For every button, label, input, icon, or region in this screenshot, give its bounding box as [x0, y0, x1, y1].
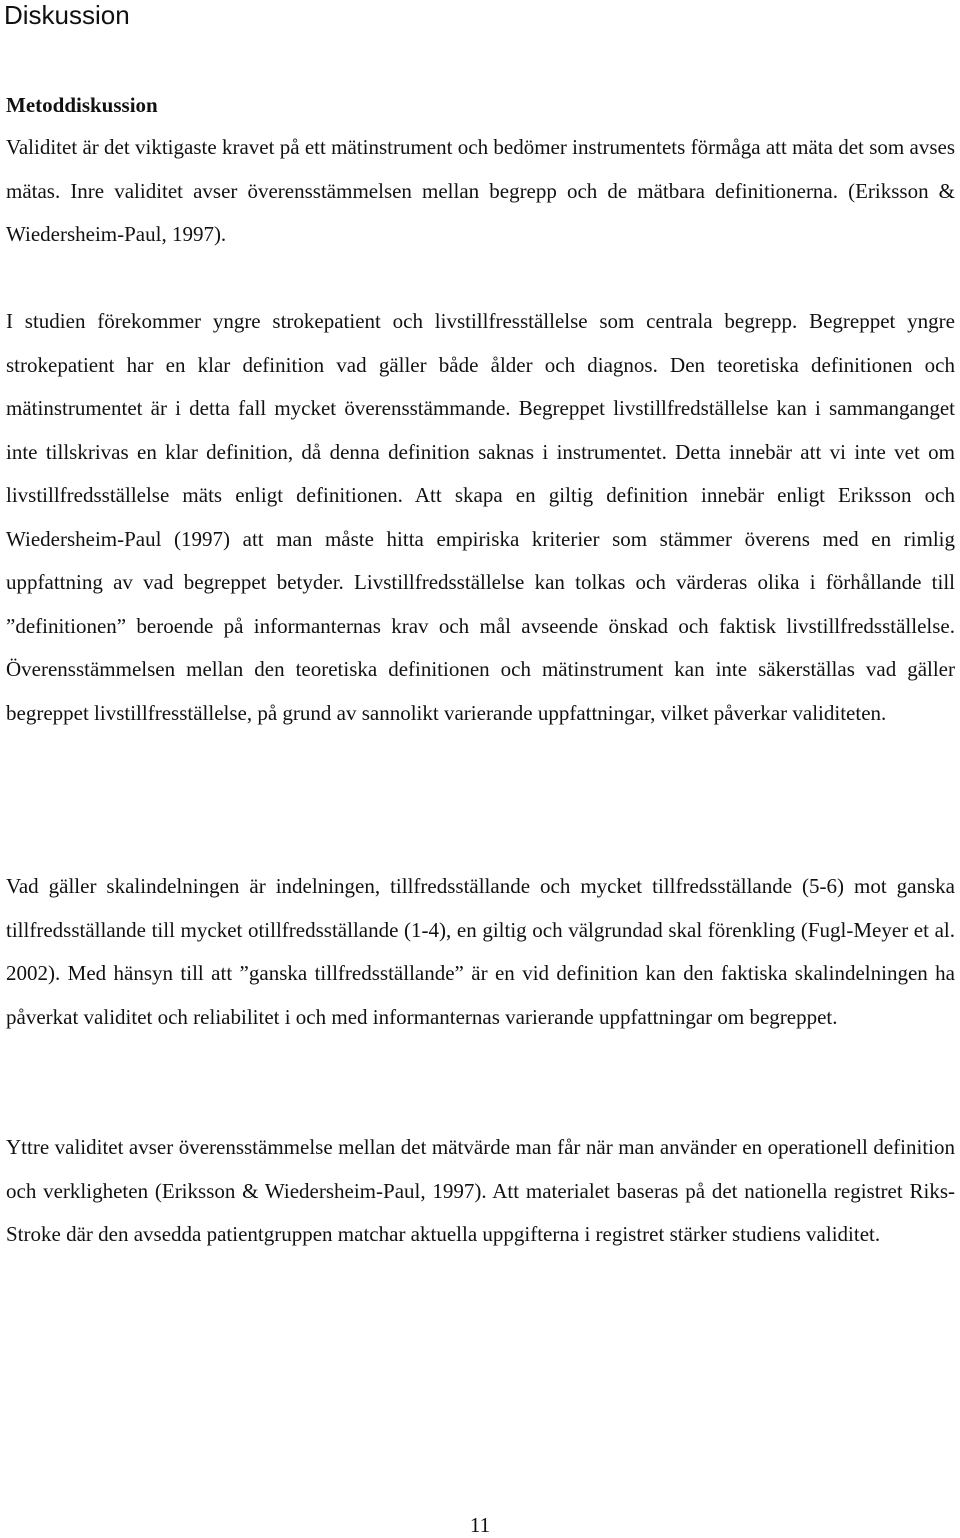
paragraph-3: Vad gäller skalindelningen är indelningen, tillfredsställande och mycket tillfredsställande (5-6) mot ganska tillfredsställande till mycket otillfredsställande (1-4), en giltig och välgrundad skal förenkling (Fugl-Meyer et al. 2002). Med hänsyn till att ”ganska tillfredsställande” är en vid definition kan den faktiska skalindelningen ha påverkat validitet och reliabilitet i och med informanternas varierande uppfattningar om begreppet. — [6, 874, 955, 1029]
page-number: 11 — [469, 1513, 491, 1537]
section-heading: Metoddiskussion — [6, 93, 158, 117]
paragraph-4: Yttre validitet avser överensstämmelse mellan det mätvärde man får när man använder en operationell definition och verkligheten (Eriksson & Wiedersheim-Paul, 1997). Att materialet baseras på det nationella registret Riks-Stroke där den avsedda patientgruppen matchar aktuella uppgifterna i registret stärker studiens validitet. — [6, 1135, 955, 1246]
paragraph-1: Validitet är det viktigaste kravet på ett mätinstrument och bedömer instrumentets förmåga att mäta det som avses mätas. Inre validitet avser överensstämmelsen mellan begrepp och de mätbara definitionerna. (Eriksson & Wiedersheim-Paul, 1997). — [6, 135, 955, 246]
paragraph-2: I studien förekommer yngre strokepatient och livstillfresställelse som centrala begrepp. Begreppet yngre strokepatient har en klar definition vad gäller både ålder och diagnos. Den teoretiska definitionen och mätinstrumentet är i detta fall mycket överensstämmande. Begreppet livstillfredställelse kan i sammanganget inte tillskrivas en klar definition, då denna definition saknas i instrumentet. Detta innebär att vi inte vet om livstillfredsställelse mäts enligt definitionen. Att skapa en giltig definition innebär enligt Eriksson och Wiedersheim-Paul (1997) att man måste hitta empiriska kriterier som stämmer överens med en rimlig uppfattning av vad begreppet betyder. Livstillfredsställelse kan tolkas och värderas olika i förhållande till ”definitionen” beroende på informanternas krav och mål avseende önskad och faktisk livstillfredsställelse. Överensstämmelsen mellan den teoretiska definitionen och mätinstrument kan inte säkerställas vad gäller begreppet livstillfresställelse, på grund av sannolikt varierande uppfattningar, vilket påverkar validiteten. — [6, 309, 955, 725]
page-title: Diskussion — [4, 0, 130, 30]
